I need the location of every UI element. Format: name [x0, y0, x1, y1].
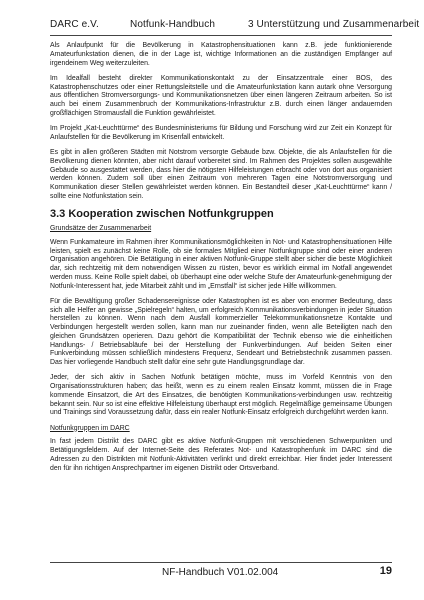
header-doc-title: Notfunk-Handbuch	[130, 19, 215, 30]
subheading: Notfunkgruppen im DARC	[50, 424, 130, 432]
paragraph: Im Idealfall besteht direkter Kommunikationskontakt zu der Einsatzzentrale einer BOS, des Katastrophenschutzes oder einer Rettungsleitstelle und die Amateurfunkstation kann autark ohne Versorgung aus öffentlichen Stromversorgungs- und Kommunikationsnetzen über einen längeren Zeitraum arbeiten. So ist auch bei einem Zusammenbruch der Kommunikations-Infrastruktur z.B. durch einen länger andauernden großflächigen Stromausfall die Funktion gewährleistet.	[50, 74, 392, 117]
header-chapter: 3 Unterstützung und Zusammenarbeit	[248, 19, 420, 30]
subheading: Grundsätze der Zusammenarbeit	[50, 225, 152, 232]
paragraph: Im Projekt „Kat-Leuchttürme“ des Bundesministeriums für Bildung und Forschung wird zur Zeit ein Konzept für Anlaufstellen für die Bevölkerung im Krisenfall entwickelt.	[50, 125, 392, 141]
page-header	[50, 17, 420, 36]
header-org: DARC e.V.	[50, 19, 99, 30]
footer-version: NF-Handbuch V01.02.004	[162, 567, 279, 578]
paragraph: In fast jedem Distrikt des DARC gibt es aktive Notfunk-Gruppen mit verschiedenen Schwerpunkten und Betätigungsfeldern. Auf der Internet-Seite des Referates Not- und Katastrophenfunk im DARC sind die Adressen zu den Distrikten mit Notfunk-Aktivitäten verlinkt und direkt erreichbar. Hier findet jeder Interessent den für ihn richtigen Ansprechpartner im eigenen Distrikt oder Ortsverband.	[50, 438, 392, 472]
section-heading: 3.3 Kooperation zwischen Notfunkgruppen	[50, 208, 274, 220]
page-number: 19	[379, 565, 392, 577]
paragraph: Wenn Funkamateure im Rahmen ihrer Kommunikationsmöglichkeiten in Not- und Katastrophensituationen Hilfe leisten, spielt es zunächst keine Rolle, ob sie formales Mitglied einer Notfunkgruppe sind oder einer anderen Organisation angehören. Die Betätigung in einer aktiven Notfunk-Gruppe stellt aber sicher die beste Möglichkeit dar, sich rechtzeitig mit dem notwendigen Wissen zu rüsten, bevor es wirklich einmal im Notfall angewendet werden muss. Keine Rolle spielt dabei, ob überhaupt eine oder welche Stufe der Amateurfunk-genehmigung der Notfunk-Interessent hat, jede Mitarbeit zählt und im „Ernstfall“ ist sicher jede Hilfe willkommen.	[50, 238, 392, 290]
paragraph: Jeder, der sich aktiv in Sachen Notfunk betätigen möchte, muss im Vorfeld Kenntnis von den Organisationsstrukturen haben; das heißt, wenn es zu einem realen Einsatz kommt, müssen die in Frage kommende Einsatzort, die Art des Einsatzes, die benötigten Kommunikations-verbindungen usw. rechtzeitig bekannt sein. Nur so ist eine effektive Hilfeleistung überhaupt erst möglich. Regelmäßige gemeinsame Übungen und Trainings sind Voraussetzung dafür, dass ein realer Notfunk-Einsatz erfolgreich durchgeführt werden kann.	[50, 374, 392, 417]
page-footer	[50, 562, 392, 581]
paragraph: Für die Bewältigung großer Schadensereignisse oder Katastrophen ist es aber von enormer Bedeutung, dass sich alle Helfer an gewisse „Spielregeln“ halten, um erfolgreich Kommunikationsverbindungen in jeder Situation herstellen zu können. Wenn nach dem Ausfall kommerzieller Telekommunikationsnetze Kontakte und Verbindungen hergestellt werden sollen, kann man nur zueinander finden, wenn alle Beteiligten nach den gleichen Grundsätzen operieren. Dazu gehört die Kompatibilität der Technik ebenso wie die einheitlichen Handlungs- / Betriebsabläufe bei der Herstellung der Funkverbindungen. Auf beiden Seiten einer Funkverbindung müssen schließlich mindestens Frequenz, Sendeart und Betriebstechnik zusammen passen. Das hier vorliegende Handbuch stellt dafür eine sehr gute Handlungsgrundlage dar.	[50, 297, 392, 366]
page-body	[50, 42, 392, 480]
paragraph: Als Anlaufpunkt für die Bevölkerung in Katastrophensituationen kann z.B. jede funktionierende Amateurfunkstation dienen, die in der Lage ist, wichtige Informationen an die zuständigen Empfänger auf irgendeinem Weg weiterzuleiten.	[50, 42, 392, 67]
paragraph: Es gibt in allen größeren Städten mit Notstrom versorgte Gebäude bzw. Objekte, die als Anlaufstellen für die Bevölkerung dienen könnten, aber nicht darauf vorbereitet sind. Im Rahmen des Projektes sollen ausgewählte Gebäude so ausgestattet werden, dass hier die nötigsten Hilfeleistungen erbracht oder von dort aus organisiert werden können. Zudem soll über einen Zeitraum von mehreren Tagen eine Notstromversorgung und Kommunikation dieser Stellen gewährleistet werden können. Ein Bestandteil dieser „Kat-Leuchttürme“ kann / sollte eine Notfunkstation sein.	[50, 149, 392, 200]
